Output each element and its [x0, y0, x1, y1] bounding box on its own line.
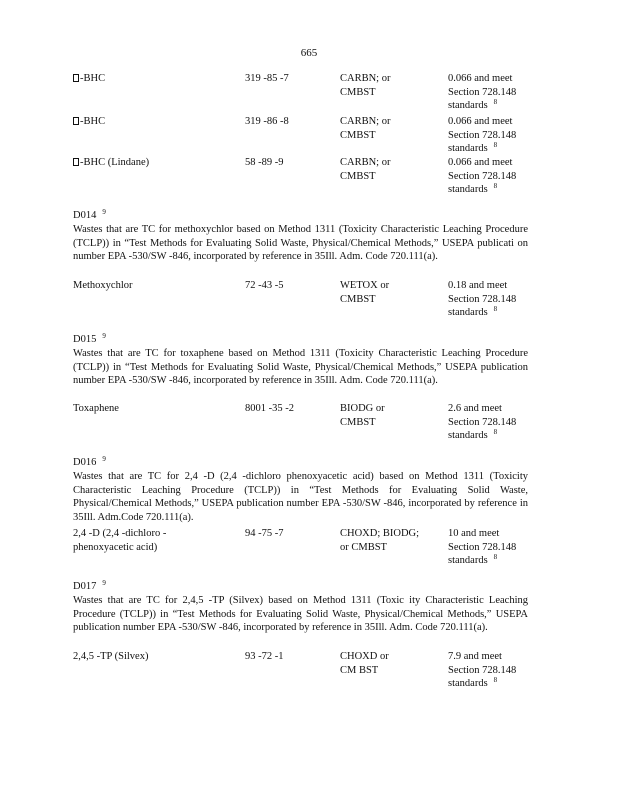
missing-glyph-icon — [73, 117, 79, 125]
table-row — [73, 650, 543, 692]
page-number: 665 — [300, 47, 318, 59]
waste-code-d016: D016 $^9$ — [73, 455, 106, 468]
missing-glyph-icon — [73, 158, 79, 166]
waste-code-d014: D014 $^9$ — [73, 208, 106, 221]
constituent-name: 2,4 -D (2,4 -dichloro - phenoxyacetic acid) — [73, 528, 167, 553]
table-row — [73, 72, 543, 114]
standard: 0.066 and meet Section 728.148 standards $^8$ — [448, 157, 517, 196]
standard: 0.066 and meet Section 728.148 standards $^8$ — [448, 116, 517, 155]
cas-number: 72 -43 -5 — [245, 280, 284, 291]
waste-description: Wastes that are TC for 2,4,5 -TP (Silvex) based on Method 1311 (Toxic ity Characteristic Leaching Procedure (TCLP)) in “Test Methods for Evaluating Solid Waste, Physical/Chemical Methods,” USEPA publication number EPA -530/SW -846, incorporated by reference in 35Ill. Adm. Code 720.111(a). — [73, 595, 528, 634]
cas-number: 319 -86 -8 — [245, 116, 289, 127]
waste-code-d017: D017 $^9$ — [73, 579, 106, 592]
standard: 0.18 and meet Section 728.148 standards $^8$ — [448, 280, 517, 319]
constituent-name: Toxaphene — [73, 403, 119, 414]
table-row — [73, 115, 543, 157]
table-row — [73, 156, 543, 198]
technology-code: WETOX or CMBST — [340, 280, 390, 305]
technology-code: CARBN; or CMBST — [340, 116, 391, 141]
standard: 7.9 and meet Section 728.148 standards $^8$ — [448, 651, 517, 690]
waste-description: Wastes that are TC for methoxychlor based on Method 1311 (Toxicity Characteristic Leaching Procedure (TCLP)) in “Test Methods for Evaluating Solid Waste, Physical/Chemical Methods,” USEPA publicati on number EPA -530/SW -846, incorporated by reference in 35Ill. Adm. Code 720.111(a). — [73, 224, 528, 263]
waste-code-d015: D015 $^9$ — [73, 332, 106, 345]
technology-code: CARBN; or CMBST — [340, 73, 391, 98]
technology-code: CHOXD; BIODG; or CMBST — [340, 528, 420, 553]
standard: 2.6 and meet Section 728.148 standards $^8$ — [448, 403, 517, 442]
constituent-name: -BHC (Lindane) — [73, 156, 238, 170]
cas-number: 8001 -35 -2 — [245, 403, 294, 414]
waste-description: Wastes that are TC for toxaphene based on Method 1311 (Toxicity Characteristic Leaching Procedure (TCLP)) in “Test Methods for Evaluating Solid Waste, Physical/Chemical Methods,” USEPA publication number EPA -530/SW -846, incorporated by reference in 35Ill. Adm. Code 720.111(a). — [73, 348, 528, 387]
table-row — [73, 402, 543, 444]
table-row — [73, 527, 543, 569]
standard: 10 and meet Section 728.148 standards $^8$ — [448, 528, 517, 567]
cas-number: 94 -75 -7 — [245, 528, 284, 539]
cas-number: 319 -85 -7 — [245, 73, 289, 84]
missing-glyph-icon — [73, 74, 79, 82]
standard: 0.066 and meet Section 728.148 standards $^8$ — [448, 73, 517, 112]
constituent-name: 2,4,5 -TP (Silvex) — [73, 651, 149, 662]
technology-code: BIODG or CMBST — [340, 403, 385, 428]
technology-code: CHOXD or CM BST — [340, 651, 389, 676]
constituent-name: Methoxychlor — [73, 280, 133, 291]
cas-number: 93 -72 -1 — [245, 651, 284, 662]
cas-number: 58 -89 -9 — [245, 157, 284, 168]
table-row — [73, 279, 543, 321]
constituent-name: -BHC — [73, 72, 238, 86]
waste-description: Wastes that are TC for 2,4 -D (2,4 -dichloro phenoxyacetic acid) based on Method 1311 (Toxicity Characteristic Leaching Procedure (TCLP)) in “Test Methods for Evaluating Solid Waste, Physical/Chemical Methods,” USEPA publication number EPA -530/SW -846, incorporated by reference in 35Ill. Adm.Code 720.111(a). — [73, 471, 528, 523]
technology-code: CARBN; or CMBST — [340, 157, 391, 182]
constituent-name: -BHC — [73, 115, 238, 129]
